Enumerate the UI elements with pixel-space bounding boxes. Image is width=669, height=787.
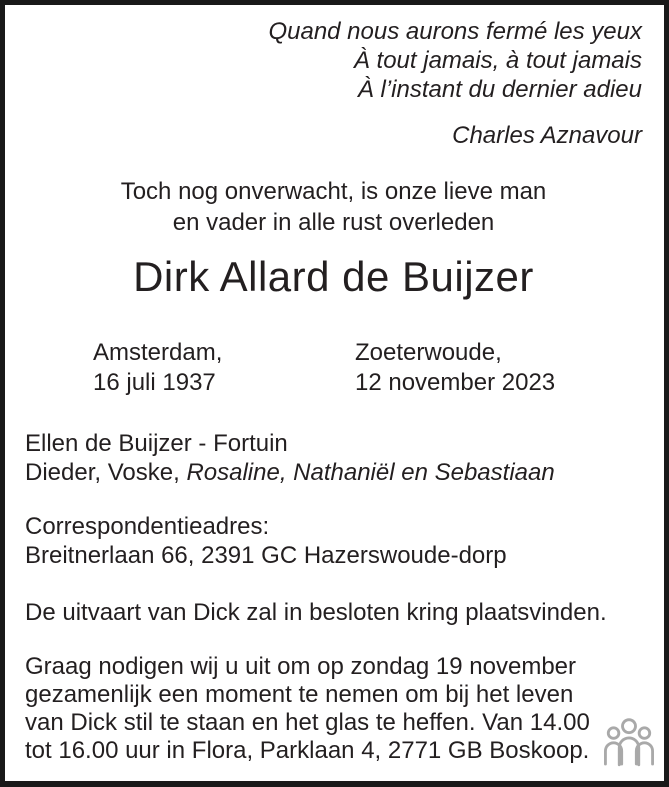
quote-line: Quand nous aurons fermé les yeux: [268, 18, 642, 45]
family-names: [25, 429, 642, 487]
announcement-intro-line: Toch nog onverwacht, is onze lieve man: [120, 178, 547, 205]
quote-block: [25, 17, 642, 104]
birth-place-date: [93, 338, 222, 398]
correspondence-address: [25, 512, 642, 570]
invitation-paragraph: [25, 653, 642, 765]
death-date: 12 november 2023: [355, 369, 556, 396]
invitation-line: tot 16.00 uur in Flora, Parklaan 4, 2771 GB Boskoop.: [25, 737, 590, 764]
announcement-intro: [25, 176, 642, 238]
correspondence-street: Breitnerlaan 66, 2391 GC Hazerswoude-dorp: [25, 542, 507, 569]
spouse-name: Ellen de Buijzer - Fortuin: [25, 430, 288, 457]
deceased-name: Dirk Allard de Buijzer: [133, 253, 534, 300]
death-place: Zoeterwoude,: [355, 339, 502, 366]
invitation-line: gezamenlijk een moment te nemen om bij het leven: [25, 681, 574, 708]
birth-date: 16 juli 1937: [93, 369, 216, 396]
life-dates: [25, 338, 642, 400]
announcement-intro-line: en vader in alle rust overleden: [172, 209, 495, 236]
birth-place: Amsterdam,: [93, 339, 223, 366]
funeral-note: De uitvaart van Dick zal in besloten kring plaatsvinden.: [25, 599, 607, 626]
children-names-regular: Dieder, Voske,: [25, 459, 187, 486]
correspondence-label: Correspondentieadres:: [25, 513, 270, 540]
invitation-line: van Dick stil te staan en het glas te heffen. Van 14.00: [25, 709, 590, 736]
death-place-date: [355, 338, 555, 398]
quote-line: À tout jamais, à tout jamais: [353, 47, 642, 74]
quote-line: À l’instant du dernier adieu: [357, 76, 642, 103]
quote-author: Charles Aznavour: [452, 122, 642, 149]
family-people-icon: [603, 717, 655, 772]
children-names-italic: Rosaline, Nathaniël en Sebastiaan: [186, 459, 555, 486]
children-names: [25, 458, 642, 487]
invitation-line: Graag nodigen wij u uit om op zondag 19 november: [25, 653, 577, 680]
